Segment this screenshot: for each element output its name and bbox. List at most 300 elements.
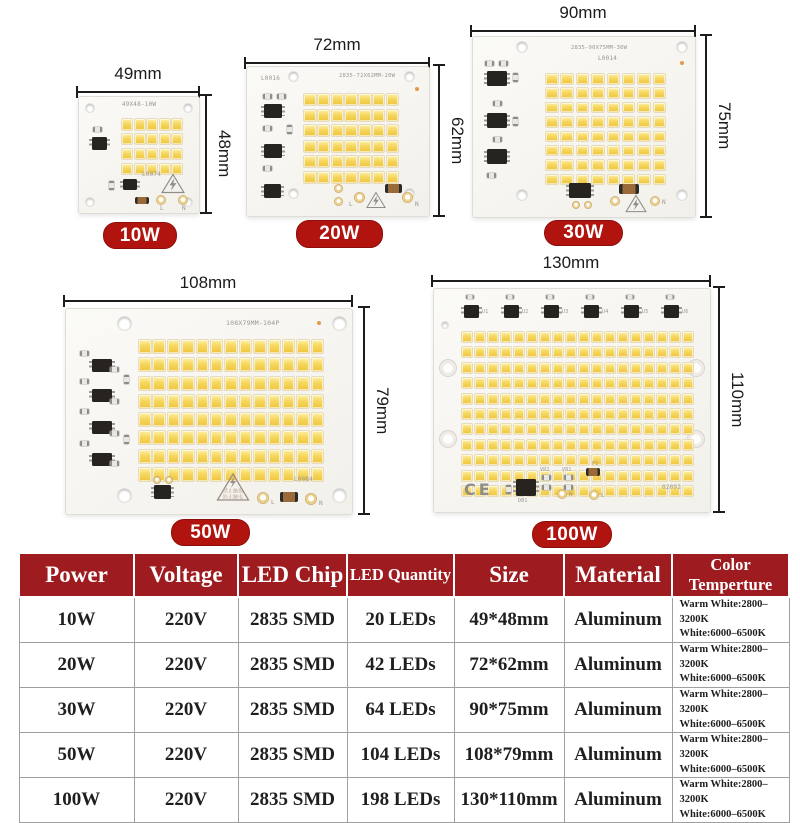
cell-voltage: 220V (134, 597, 238, 643)
smd-resistor (499, 61, 508, 66)
led-chip (617, 454, 629, 466)
led-chip (171, 148, 183, 161)
led-chip (138, 357, 152, 372)
bridge-rectifier (516, 479, 536, 496)
led-chip (539, 408, 551, 420)
led-chip (669, 346, 681, 358)
led-chip (607, 145, 621, 157)
led-chip (372, 171, 386, 184)
led-chip (607, 131, 621, 143)
smd-resistor (564, 475, 573, 480)
terminal-label-n: N (662, 199, 666, 206)
led-chip (331, 93, 345, 106)
ic-label: U2 (522, 309, 529, 315)
power-badge-100w: 100W (532, 521, 612, 548)
mounting-hole (405, 72, 414, 81)
led-chip (138, 449, 152, 464)
smd-resistor (493, 137, 502, 142)
header-size: Size (454, 553, 564, 597)
smd-resistor (513, 73, 518, 82)
led-chip (578, 439, 590, 451)
led-chip (474, 408, 486, 420)
led-chip (268, 339, 282, 354)
led-chip (622, 131, 636, 143)
warning-text-line2: 防止触电 (222, 494, 244, 501)
led-chip (152, 394, 166, 409)
led-chip (167, 357, 181, 372)
led-chip (578, 393, 590, 405)
table-row (19, 778, 789, 823)
dimension-line (713, 286, 725, 513)
led-chip (386, 124, 400, 137)
led-chip (669, 423, 681, 435)
led-chip (121, 133, 133, 146)
driver-ic (504, 305, 519, 318)
led-chip (526, 423, 538, 435)
led-chip (682, 393, 694, 405)
led-chip (565, 331, 577, 343)
smd-resistor (80, 351, 89, 356)
fuse (280, 492, 298, 502)
led-chip (487, 331, 499, 343)
led-chip (591, 362, 603, 374)
led-chip (630, 393, 642, 405)
smd-resistor (485, 61, 494, 66)
led-chip (630, 485, 642, 497)
height-label: 48mm (215, 130, 234, 178)
cell-led-chip: 2835 SMD (238, 733, 347, 778)
led-chip (576, 73, 590, 85)
color-temp-warm: Warm White:2800–3200K (679, 599, 768, 625)
led-chip (500, 423, 512, 435)
led-chip (134, 148, 146, 161)
led-chip (513, 393, 525, 405)
led-chip (474, 393, 486, 405)
led-chip (656, 331, 668, 343)
warning-text-line1: 禁止触摸 (222, 488, 244, 495)
cell-led-chip: 2835 SMD (238, 688, 347, 733)
led-chip (358, 93, 372, 106)
cell-material: Aluminum (564, 733, 672, 778)
led-chip (210, 376, 224, 391)
led-chip (372, 124, 386, 137)
dimension-line (358, 306, 370, 515)
led-chip (253, 357, 267, 372)
led-chip (591, 331, 603, 343)
fuse (619, 184, 639, 194)
pcb-board-20w (246, 66, 430, 217)
dimension-line (700, 34, 712, 218)
color-temp-white: White:6000–6500K (679, 763, 766, 775)
smd-resistor (626, 295, 634, 299)
led-chip (545, 174, 559, 186)
led-grid (461, 331, 692, 497)
led-chip (565, 346, 577, 358)
driver-ic (92, 453, 112, 466)
led-chip (239, 449, 253, 464)
smd-resistor (487, 173, 496, 178)
led-chip (607, 102, 621, 114)
led-chip (682, 331, 694, 343)
led-chip (669, 470, 681, 482)
led-chip (552, 362, 564, 374)
ic-label: U6 (682, 309, 689, 315)
led-chip (607, 87, 621, 99)
height-dimension-30w (700, 36, 734, 216)
led-chip (282, 376, 296, 391)
driver-ic (464, 305, 479, 318)
led-chip (196, 376, 210, 391)
led-chip (643, 439, 655, 451)
led-chip (637, 102, 651, 114)
smd-resistor (586, 295, 594, 299)
led-chip (474, 439, 486, 451)
led-chip (578, 377, 590, 389)
led-chip (500, 454, 512, 466)
led-chip (331, 155, 345, 168)
driver-ic (624, 305, 639, 318)
led-chip (296, 339, 310, 354)
led-chip (539, 393, 551, 405)
led-chip (461, 331, 473, 343)
led-chip (578, 362, 590, 374)
led-chip (500, 377, 512, 389)
led-chip (604, 423, 616, 435)
high-voltage-warning-icon (161, 173, 185, 194)
cell-size: 108*79mm (454, 733, 564, 778)
led-chip (539, 454, 551, 466)
led-chip (487, 393, 499, 405)
led-chip (653, 102, 667, 114)
cell-led-chip: 2835 SMD (238, 643, 347, 688)
led-chip (138, 467, 152, 482)
led-chip (637, 174, 651, 186)
led-chip (604, 470, 616, 482)
width-label: 49mm (114, 64, 162, 83)
led-chip (630, 346, 642, 358)
led-chip (630, 470, 642, 482)
transistor (154, 485, 171, 499)
led-chip (311, 357, 325, 372)
led-chip (224, 430, 238, 445)
smd-resistor (546, 295, 554, 299)
led-chip (303, 109, 317, 122)
led-chip (152, 376, 166, 391)
height-label: 62mm (448, 116, 467, 165)
led-chip (656, 377, 668, 389)
led-chip (303, 93, 317, 106)
led-chip (239, 412, 253, 427)
led-chip (296, 376, 310, 391)
led-chip (539, 362, 551, 374)
silkscreen-model: 2835-90X75MM-30W (571, 45, 628, 51)
led-chip (474, 454, 486, 466)
fuse (586, 468, 600, 476)
led-chip (630, 454, 642, 466)
spec-table (18, 552, 790, 823)
led-chip (331, 171, 345, 184)
led-chip (526, 331, 538, 343)
led-chip (138, 339, 152, 354)
led-chip (159, 148, 171, 161)
led-chip (607, 174, 621, 186)
led-chip (296, 357, 310, 372)
led-chip (578, 346, 590, 358)
led-chip (239, 339, 253, 354)
led-chip (344, 155, 358, 168)
led-chip (331, 124, 345, 137)
terminal-pad-l (611, 197, 619, 205)
led-chip (545, 131, 559, 143)
led-chip (500, 408, 512, 420)
led-chip (560, 116, 574, 128)
led-chip (196, 449, 210, 464)
led-chip (311, 430, 325, 445)
led-chip (607, 116, 621, 128)
led-chip (282, 412, 296, 427)
led-chip (604, 408, 616, 420)
led-chip (526, 408, 538, 420)
led-chip (669, 362, 681, 374)
led-chip (152, 357, 166, 372)
led-chip (311, 394, 325, 409)
solder-dot (680, 61, 684, 65)
led-chip (196, 467, 210, 482)
led-chip (167, 339, 181, 354)
led-chip (552, 439, 564, 451)
header-color-temperature: Color Temperture (672, 553, 789, 597)
smd-resistor (93, 127, 102, 132)
driver-ic (544, 305, 559, 318)
ic-label: U3 (562, 309, 569, 315)
led-chip (500, 346, 512, 358)
led-chip (526, 346, 538, 358)
led-chip (303, 140, 317, 153)
width-dimension-30w (472, 3, 694, 37)
led-chip (134, 133, 146, 146)
smd-resistor (124, 435, 129, 444)
led-chip (643, 423, 655, 435)
led-chip (500, 393, 512, 405)
cell-power: 10W (19, 597, 134, 643)
smd-resistor (124, 375, 129, 384)
terminal-label-n: N (319, 500, 323, 507)
cell-power: 50W (19, 733, 134, 778)
led-chip (513, 439, 525, 451)
led-chip (181, 376, 195, 391)
led-chip (591, 131, 605, 143)
led-chip (268, 467, 282, 482)
led-chip (565, 393, 577, 405)
led-chip (604, 439, 616, 451)
smd-resistor (110, 367, 119, 372)
mounting-hole (440, 431, 456, 447)
led-chip (282, 430, 296, 445)
led-chip (576, 116, 590, 128)
led-chip (682, 423, 694, 435)
table-header-row (19, 553, 789, 597)
led-chip (630, 423, 642, 435)
led-chip (461, 393, 473, 405)
height-dimension-10w (200, 96, 234, 212)
height-label: 110mm (728, 371, 747, 428)
mounting-hole (677, 190, 687, 200)
led-chip (239, 376, 253, 391)
led-chip (474, 362, 486, 374)
led-chip (152, 339, 166, 354)
led-chip (576, 87, 590, 99)
led-chip (591, 73, 605, 85)
led-chip (474, 346, 486, 358)
led-chip (591, 393, 603, 405)
led-chip (622, 159, 636, 171)
led-chip (545, 87, 559, 99)
led-chip (317, 124, 331, 137)
led-chip (303, 155, 317, 168)
led-chip (617, 439, 629, 451)
led-chip (181, 467, 195, 482)
led-chip (578, 331, 590, 343)
cell-color-temperature (672, 688, 789, 733)
smd-resistor (564, 485, 573, 490)
led-chip (372, 93, 386, 106)
led-chip (682, 408, 694, 420)
led-chip (545, 145, 559, 157)
table-row (19, 688, 789, 733)
led-chip (181, 430, 195, 445)
led-chip (461, 362, 473, 374)
led-chip (545, 116, 559, 128)
led-chip (617, 485, 629, 497)
pcb-board-10w (78, 96, 200, 214)
smd-resistor (542, 475, 551, 480)
cell-size: 72*62mm (454, 643, 564, 688)
led-chip (210, 412, 224, 427)
driver-ic (487, 113, 507, 128)
led-chip (181, 412, 195, 427)
high-voltage-warning-icon (366, 191, 386, 209)
led-chip (358, 140, 372, 153)
solder-pad (166, 477, 172, 483)
led-chip (545, 159, 559, 171)
led-chip (669, 393, 681, 405)
led-chip (171, 118, 183, 131)
led-chip (461, 439, 473, 451)
cell-voltage: 220V (134, 778, 238, 823)
terminal-pad-n (558, 490, 566, 498)
smd-resistor (263, 166, 272, 171)
led-chip (171, 133, 183, 146)
color-temp-white: White:6000–6500K (679, 808, 766, 820)
led-chip (643, 346, 655, 358)
led-chip (268, 449, 282, 464)
height-dimension-20w (433, 66, 467, 215)
led-chip (181, 449, 195, 464)
led-chip (637, 159, 651, 171)
transistor (264, 184, 281, 198)
led-chip (253, 412, 267, 427)
led-chip (617, 470, 629, 482)
color-temp-warm: Warm White:2800–3200K (679, 689, 768, 715)
led-chip (653, 87, 667, 99)
led-chip (637, 116, 651, 128)
led-chip (358, 109, 372, 122)
led-chip (576, 102, 590, 114)
led-chip (152, 449, 166, 464)
led-chip (643, 393, 655, 405)
led-chip (565, 439, 577, 451)
solder-pad (179, 196, 187, 204)
solder-pad (157, 196, 165, 204)
driver-ic (92, 137, 107, 150)
led-chip (552, 346, 564, 358)
cell-material: Aluminum (564, 597, 672, 643)
led-chip (210, 430, 224, 445)
led-chip (317, 155, 331, 168)
led-chip (604, 485, 616, 497)
led-chip (282, 449, 296, 464)
driver-ic (92, 359, 112, 372)
led-chip (513, 423, 525, 435)
led-chip (669, 331, 681, 343)
led-chip (565, 454, 577, 466)
cell-led-quantity: 42 LEDs (347, 643, 454, 688)
led-chip (576, 145, 590, 157)
ic-label: U1 (482, 309, 489, 315)
high-voltage-warning-icon (216, 472, 250, 502)
cell-voltage: 220V (134, 688, 238, 733)
led-chip (303, 124, 317, 137)
led-chip (487, 346, 499, 358)
led-chip (617, 408, 629, 420)
smd-resistor (506, 295, 514, 299)
led-chip (311, 412, 325, 427)
led-chip (526, 362, 538, 374)
solder-pad (573, 202, 579, 208)
smd-resistor (263, 126, 272, 131)
led-chip (224, 412, 238, 427)
led-chip (539, 439, 551, 451)
color-temp-warm: Warm White:2800–3200K (679, 644, 768, 670)
led-chip (146, 118, 158, 131)
mounting-hole (440, 360, 456, 376)
led-chip (607, 73, 621, 85)
led-chip (138, 430, 152, 445)
led-chip (565, 377, 577, 389)
led-chip (311, 339, 325, 354)
cell-color-temperature (672, 643, 789, 688)
pcb-board-30w (472, 36, 696, 218)
led-chip (210, 394, 224, 409)
led-chip (576, 159, 590, 171)
led-chip (474, 331, 486, 343)
led-chip (224, 339, 238, 354)
led-chip (617, 346, 629, 358)
led-chip (604, 331, 616, 343)
smd-resistor (110, 431, 119, 436)
led-chip (526, 454, 538, 466)
led-chip (386, 155, 400, 168)
led-chip (591, 346, 603, 358)
width-dimension-100w (433, 253, 709, 287)
led-chip (196, 339, 210, 354)
led-chip (513, 346, 525, 358)
cell-color-temperature (672, 778, 789, 823)
terminal-pad-n (651, 197, 659, 205)
led-chip (253, 339, 267, 354)
led-chip (296, 430, 310, 445)
led-chip (239, 357, 253, 372)
